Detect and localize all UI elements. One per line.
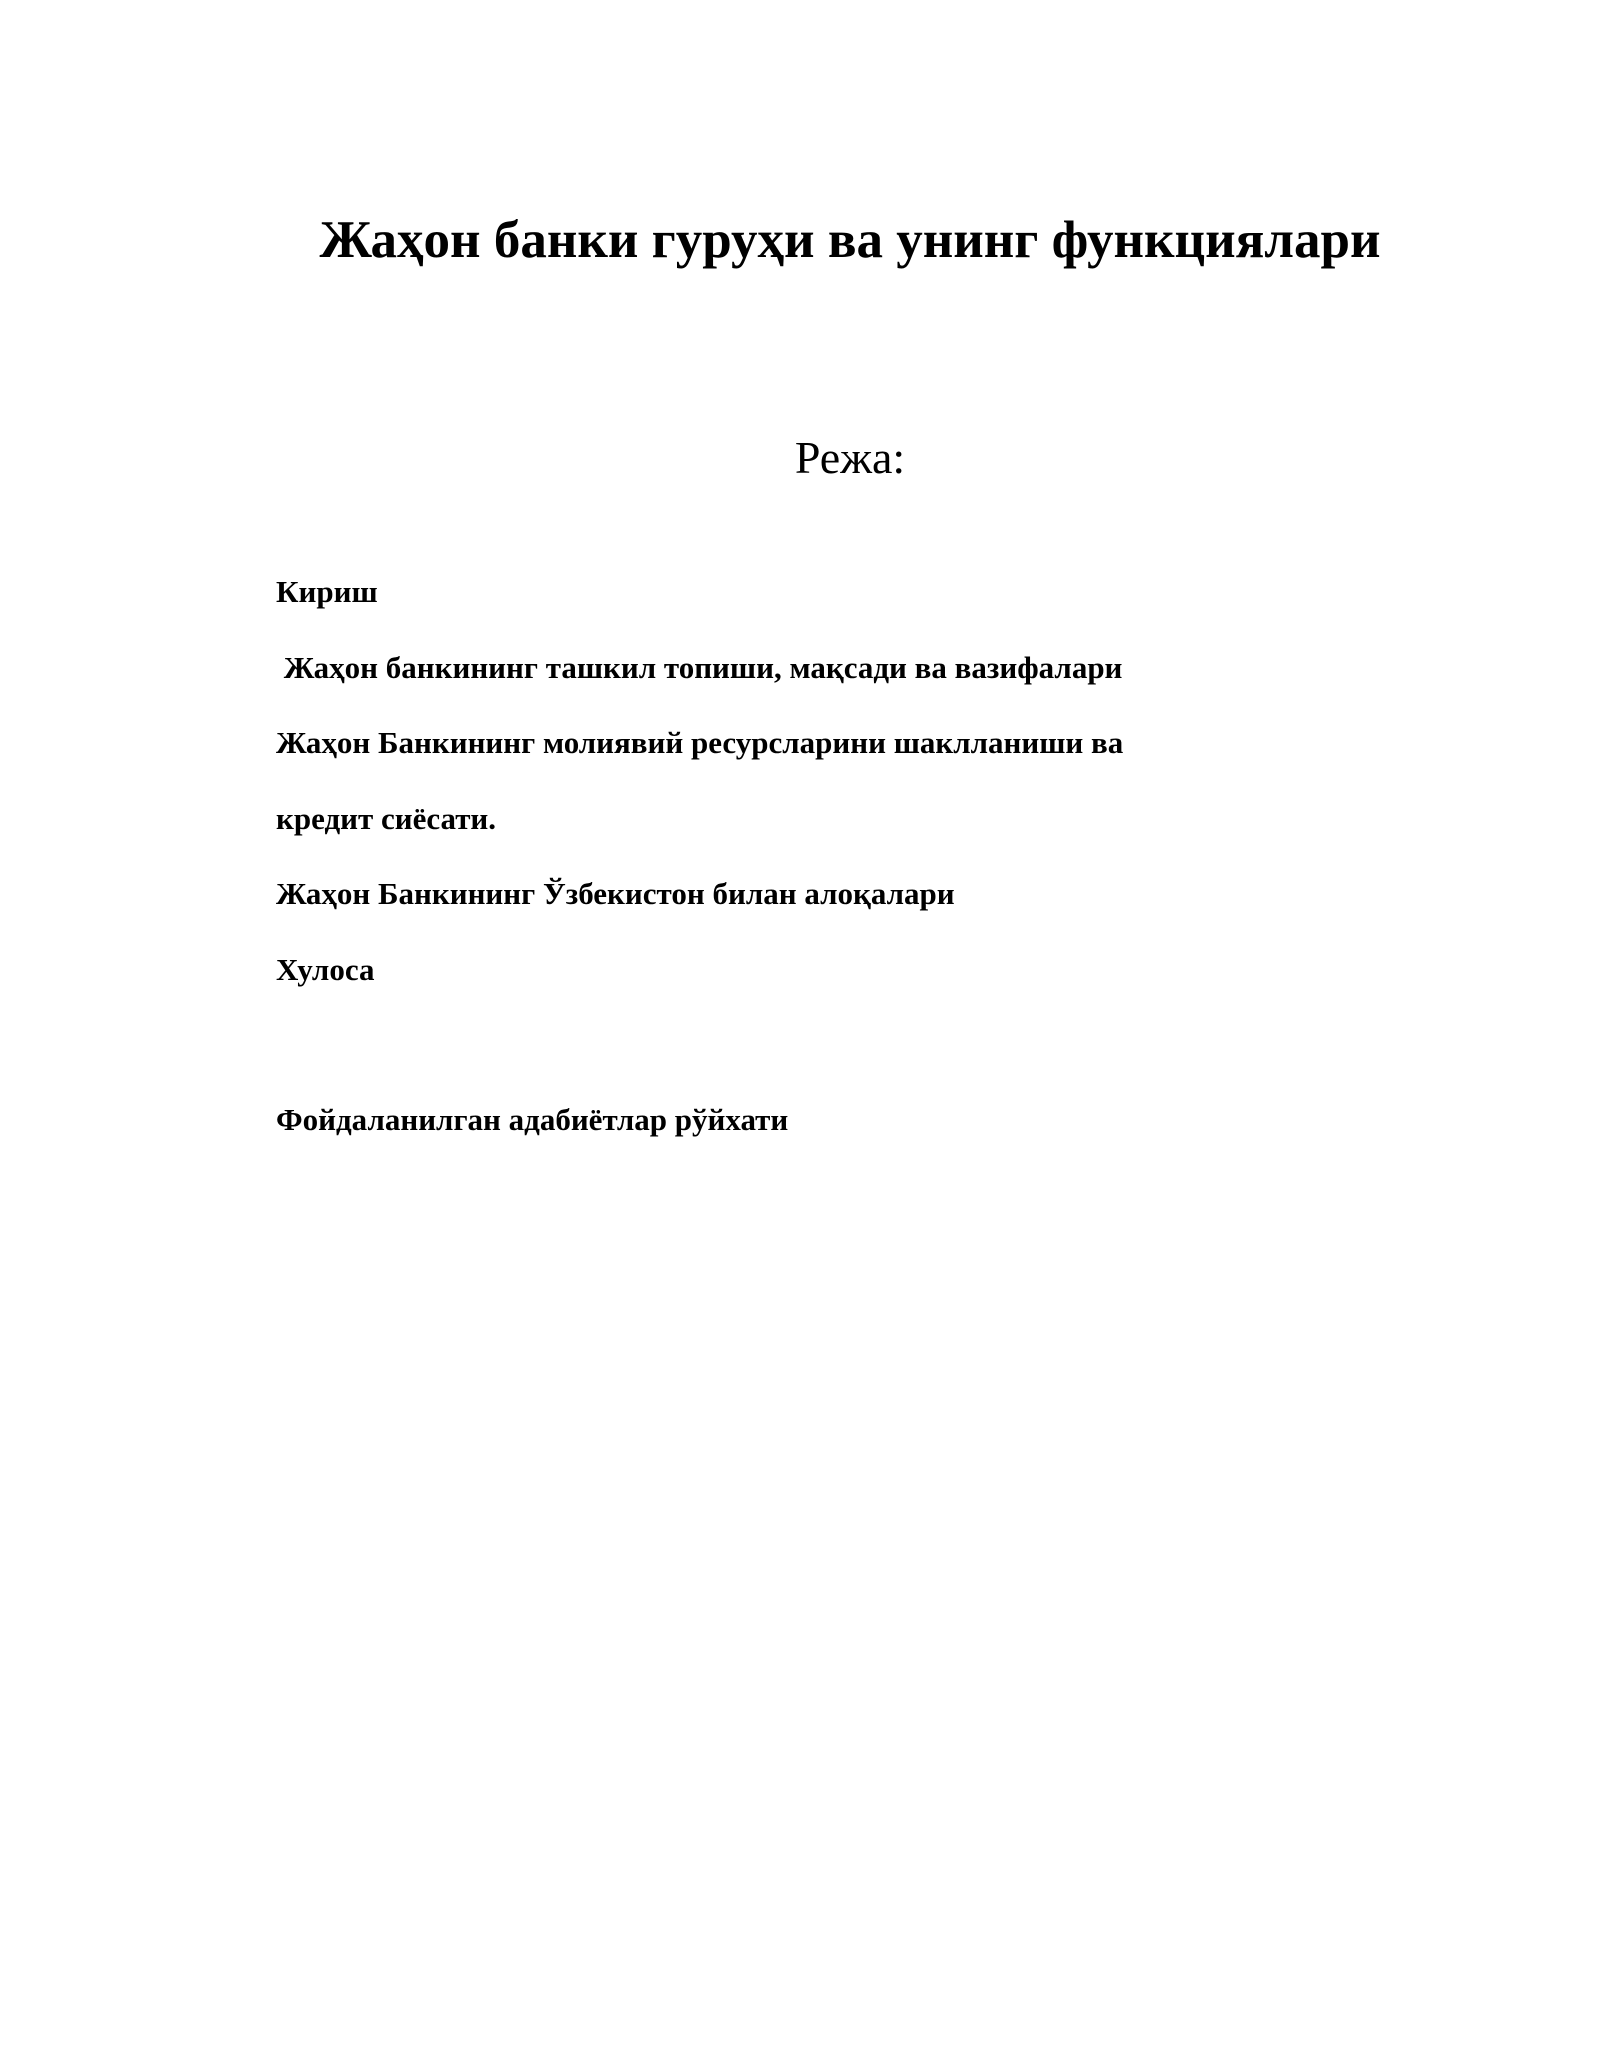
plan-item-introduction: Кириш [276, 574, 378, 609]
plan-item-conclusion: Хулоса [276, 952, 375, 987]
document-title: Жаҳон банки гуруҳи ва унинг функциялари [319, 211, 1381, 269]
plan-item-references: Фойдаланилган адабиётлар рўйхати [276, 1102, 789, 1137]
plan-item-resources: Жаҳон Банкининг молиявий ресурсларини шаклланиши ва [276, 725, 1124, 760]
plan-item-credit-policy: кредит сиёсати. [276, 801, 497, 836]
plan-heading: Режа: [794, 432, 906, 483]
plan-item-founding: Жаҳон банкининг ташкил топиши, мақсади ва вазифалари [276, 650, 1123, 685]
plan-item-uzbekistan-relations: Жаҳон Банкининг Ўзбекистон билан алоқалари [276, 876, 955, 911]
